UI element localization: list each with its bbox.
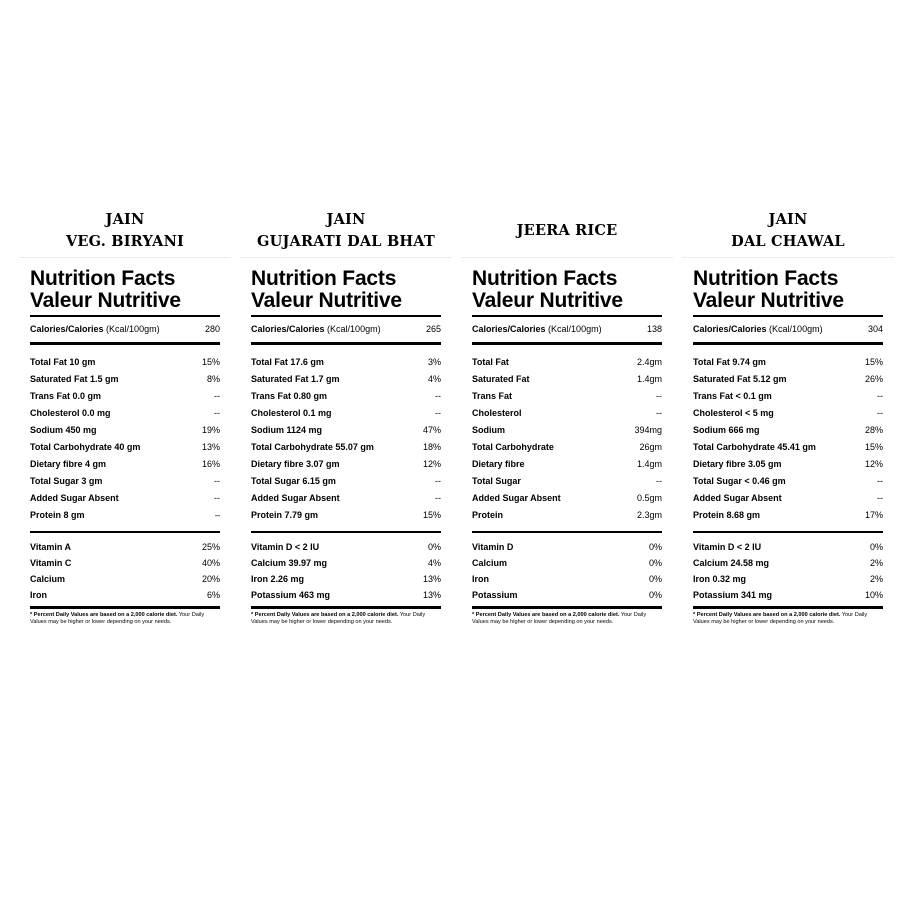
nutrient-name: Protein 8 gm: [30, 509, 85, 520]
footer-rule: [251, 606, 441, 609]
nutrient-name: Sodium: [472, 424, 505, 435]
nutrient-row: [251, 387, 441, 404]
vitamin-value: 25%: [201, 542, 220, 552]
nutrient-name: Cholesterol 0.0 mg: [30, 407, 111, 418]
nutrient-row: [472, 387, 662, 404]
nutrient-row: [693, 506, 883, 523]
nutrient-name: Trans Fat: [472, 390, 513, 401]
nutrient-value: 394mg: [634, 424, 662, 435]
nutrient-value: 17%: [864, 509, 883, 520]
valeur-nutritive-heading: Valeur Nutritive: [251, 289, 402, 312]
product-title: [246, 205, 446, 257]
nutrient-name: Saturated Fat 1.7 gm: [251, 373, 340, 384]
footer-rule: [30, 606, 220, 609]
nutrient-row: [472, 489, 662, 506]
calories-row: [30, 317, 220, 341]
vitamin-name: Potassium 341 mg: [693, 590, 773, 600]
nutrient-row: [30, 506, 220, 523]
nutrient-row: [693, 404, 883, 421]
thick-rule: [30, 342, 220, 345]
nutrient-name: Total Fat 10 gm: [30, 356, 96, 367]
nutrient-name: Total Carbohydrate 40 gm: [30, 441, 141, 452]
nutrient-row: [472, 438, 662, 455]
vitamin-row: [693, 539, 883, 555]
product-title: [25, 205, 225, 257]
nutrient-value: 15%: [201, 356, 220, 367]
calories-label-text: Calories/Calories: [30, 324, 104, 334]
product-title-line: VEG. BIRYANI: [65, 233, 185, 250]
nutrient-value: --: [877, 390, 883, 401]
section-rule: [472, 531, 662, 533]
nutrient-row: [251, 353, 441, 370]
vitamin-value: 0%: [427, 542, 441, 552]
vitamin-value: 0%: [648, 590, 662, 600]
title-divider: [682, 257, 894, 258]
vitamin-row: [693, 587, 883, 603]
vitamin-name: Calcium: [30, 574, 66, 584]
footnote: [472, 612, 662, 625]
nutrient-name: Sodium 450 mg: [30, 424, 97, 435]
calories-row: [251, 317, 441, 341]
nutrition-heading: [693, 268, 883, 312]
calories-label-text: Calories/Calories: [693, 324, 767, 334]
nutrition-label: [467, 268, 667, 625]
nutrient-row: [30, 353, 220, 370]
footnote-lead: * Percent Daily Values are based on a 2,000 calorie diet.: [30, 612, 178, 618]
calories-label-text: Calories/Calories: [251, 324, 325, 334]
nutrition-heading: [30, 268, 220, 312]
nutrient-name: Saturated Fat 1.5 gm: [30, 373, 119, 384]
nutrient-value: --: [877, 407, 883, 418]
footer-rule: [693, 606, 883, 609]
nutrient-row: [251, 404, 441, 421]
nutrient-value: --: [214, 492, 220, 503]
nutrient-value: --: [214, 407, 220, 418]
vitamin-name: Iron 2.26 mg: [251, 574, 305, 584]
nutrient-value: 2.3gm: [636, 509, 662, 520]
footnote-rest: Your Daily Values may be higher or lower depending on your needs.: [693, 612, 868, 625]
vitamin-value: 6%: [206, 590, 220, 600]
nutrient-name: Trans Fat 0.80 gm: [251, 390, 328, 401]
calories-value: 265: [425, 324, 441, 334]
nutrient-value: 2.4gm: [636, 356, 662, 367]
vitamin-row: [693, 571, 883, 587]
nutrient-value: 12%: [864, 458, 883, 469]
nutrient-value: --: [214, 390, 220, 401]
nutrient-value: --: [435, 390, 441, 401]
vitamin-name: Potassium 463 mg: [251, 590, 331, 600]
nutrient-name: Total Sugar: [472, 475, 521, 486]
footnote-rest: Your Daily Values may be higher or lower depending on your needs.: [472, 612, 647, 625]
nutrient-row: [693, 387, 883, 404]
section-rule: [693, 531, 883, 533]
nutrient-value: 18%: [422, 441, 441, 452]
vitamin-value: 20%: [201, 574, 220, 584]
nutrition-facts-heading: Nutrition Facts: [30, 267, 176, 290]
nutrient-value: 15%: [422, 509, 441, 520]
nutrient-row: [693, 438, 883, 455]
vitamin-name: Potassium: [472, 590, 518, 600]
thick-rule: [251, 342, 441, 345]
nutrient-row: [472, 506, 662, 523]
nutrient-value: 1.4gm: [636, 458, 662, 469]
nutrient-row: [472, 455, 662, 472]
nutrient-name: Total Carbohydrate 55.07 gm: [251, 441, 374, 452]
nutrient-value: 13%: [201, 441, 220, 452]
nutrient-name: Added Sugar Absent: [30, 492, 119, 503]
section-rule: [251, 531, 441, 533]
vitamin-value: 10%: [864, 590, 883, 600]
vitamin-name: Vitamin A: [30, 542, 72, 552]
vitamin-row: [472, 539, 662, 555]
footnote-lead: * Percent Daily Values are based on a 2,000 calorie diet.: [251, 612, 399, 618]
nutrient-name: Sodium 666 mg: [693, 424, 760, 435]
calories-label: [693, 324, 823, 334]
nutrient-value: 16%: [201, 458, 220, 469]
vitamin-name: Iron: [472, 574, 489, 584]
calories-unit: (Kcal/100gm): [324, 324, 381, 334]
calories-unit: (Kcal/100gm): [103, 324, 160, 334]
vitamin-row: [251, 587, 441, 603]
nutrient-row: [251, 455, 441, 472]
vitamin-name: Calcium: [472, 558, 508, 568]
nutrient-name: Dietary fibre 4 gm: [30, 458, 107, 469]
nutrient-value: 47%: [422, 424, 441, 435]
vitamin-row: [472, 587, 662, 603]
calories-unit: (Kcal/100gm): [545, 324, 602, 334]
vitamin-name: Iron 0.32 mg: [693, 574, 747, 584]
nutrition-facts-heading: Nutrition Facts: [693, 267, 839, 290]
calories-value: 304: [867, 324, 883, 334]
nutrition-label: [246, 268, 446, 625]
nutrient-row: [30, 370, 220, 387]
footer-rule: [472, 606, 662, 609]
product-title-line: JAIN: [768, 211, 808, 228]
nutrient-name: Protein 8.68 gm: [693, 509, 761, 520]
nutrient-row: [30, 455, 220, 472]
nutrient-row: [30, 489, 220, 506]
nutrition-label: [25, 268, 225, 625]
footnote: [693, 612, 883, 625]
vitamin-row: [251, 555, 441, 571]
nutrient-row: [30, 387, 220, 404]
nutrition-facts-heading: Nutrition Facts: [472, 267, 618, 290]
calories-value: 138: [646, 324, 662, 334]
calories-label-text: Calories/Calories: [472, 324, 546, 334]
vitamin-value: 13%: [422, 590, 441, 600]
nutrient-row: [693, 472, 883, 489]
nutrient-row: [693, 489, 883, 506]
nutrient-name: Trans Fat 0.0 gm: [30, 390, 102, 401]
nutrient-value: 15%: [864, 441, 883, 452]
calories-row: [693, 317, 883, 341]
nutrient-value: --: [435, 492, 441, 503]
nutrition-panel: [246, 205, 446, 625]
vitamin-name: Vitamin C: [30, 558, 72, 568]
footnote-lead: * Percent Daily Values are based on a 2,000 calorie diet.: [472, 612, 620, 618]
vitamin-name: Vitamin D < 2 IU: [251, 542, 320, 552]
nutrient-value: 28%: [864, 424, 883, 435]
nutrient-value: 19%: [201, 424, 220, 435]
nutrient-row: [472, 353, 662, 370]
section-rule: [30, 531, 220, 533]
vitamin-row: [30, 555, 220, 571]
nutrition-facts-heading: Nutrition Facts: [251, 267, 397, 290]
vitamin-name: Calcium 39.97 mg: [251, 558, 328, 568]
nutrient-name: Saturated Fat 5.12 gm: [693, 373, 787, 384]
vitamin-value: 0%: [648, 574, 662, 584]
nutrient-name: Cholesterol: [472, 407, 522, 418]
nutrient-name: Total Carbohydrate: [472, 441, 554, 452]
nutrient-row: [251, 421, 441, 438]
vitamin-row: [251, 539, 441, 555]
nutrient-name: Dietary fibre 3.07 gm: [251, 458, 340, 469]
nutrient-name: Protein 7.79 gm: [251, 509, 319, 520]
calories-value: 280: [204, 324, 220, 334]
nutrient-value: --: [656, 390, 662, 401]
nutrient-value: 3%: [427, 356, 441, 367]
nutrient-name: Added Sugar Absent: [693, 492, 782, 503]
vitamin-value: 2%: [869, 558, 883, 568]
nutrient-value: --: [877, 492, 883, 503]
footnote-lead: * Percent Daily Values are based on a 2,000 calorie diet.: [693, 612, 841, 618]
vitamin-value: 4%: [427, 558, 441, 568]
nutrient-value: 26gm: [639, 441, 662, 452]
nutrient-name: Dietary fibre: [472, 458, 525, 469]
nutrient-name: Total Fat 9.74 gm: [693, 356, 766, 367]
nutrient-row: [251, 506, 441, 523]
vitamin-row: [472, 555, 662, 571]
nutrient-name: Sodium 1124 mg: [251, 424, 323, 435]
nutrient-name: Saturated Fat: [472, 373, 530, 384]
nutrient-name: Dietary fibre 3.05 gm: [693, 458, 782, 469]
nutrient-name: Total Sugar 6.15 gm: [251, 475, 336, 486]
title-divider: [19, 257, 231, 258]
nutrient-row: [251, 472, 441, 489]
nutrient-row: [30, 404, 220, 421]
thick-rule: [693, 342, 883, 345]
nutrient-value: --: [877, 475, 883, 486]
nutrient-value: –: [214, 509, 220, 520]
nutrient-name: Total Fat 17.6 gm: [251, 356, 324, 367]
nutrient-value: 0.5gm: [636, 492, 662, 503]
nutrient-value: --: [214, 475, 220, 486]
product-title-line: DAL CHAWAL: [731, 233, 845, 250]
vitamin-value: 0%: [648, 558, 662, 568]
product-title-line: JAIN: [326, 211, 366, 228]
nutrient-value: 8%: [206, 373, 220, 384]
product-title-line: GUJARATI DAL BHAT: [257, 233, 435, 250]
nutrient-name: Total Sugar 3 gm: [30, 475, 103, 486]
vitamin-name: Vitamin D < 2 IU: [693, 542, 762, 552]
vitamin-row: [30, 539, 220, 555]
vitamin-row: [251, 571, 441, 587]
nutrient-row: [693, 353, 883, 370]
nutrient-name: Cholesterol 0.1 mg: [251, 407, 332, 418]
calories-label: [472, 324, 602, 334]
vitamin-value: 2%: [869, 574, 883, 584]
nutrient-row: [30, 421, 220, 438]
vitamin-name: Calcium 24.58 mg: [693, 558, 770, 568]
product-title-line: JAIN: [105, 211, 145, 228]
vitamin-row: [693, 555, 883, 571]
vitamin-value: 40%: [201, 558, 220, 568]
vitamin-value: 0%: [648, 542, 662, 552]
nutrient-name: Added Sugar Absent: [251, 492, 340, 503]
valeur-nutritive-heading: Valeur Nutritive: [30, 289, 181, 312]
nutrient-row: [251, 370, 441, 387]
footnote: [30, 612, 220, 625]
calories-label: [251, 324, 381, 334]
thick-rule: [472, 342, 662, 345]
title-divider: [240, 257, 452, 258]
nutrient-name: Added Sugar Absent: [472, 492, 561, 503]
title-divider: [461, 257, 673, 258]
nutrition-panel: [467, 205, 667, 625]
nutrient-value: --: [656, 407, 662, 418]
nutrition-panel: [25, 205, 225, 625]
nutrient-name: Protein: [472, 509, 504, 520]
nutrient-row: [251, 438, 441, 455]
footnote: [251, 612, 441, 625]
nutrient-row: [472, 421, 662, 438]
nutrition-panel: [688, 205, 888, 625]
valeur-nutritive-heading: Valeur Nutritive: [693, 289, 844, 312]
nutrient-row: [472, 404, 662, 421]
nutrient-name: Total Fat: [472, 356, 509, 367]
nutrient-row: [693, 421, 883, 438]
nutrition-heading: [472, 268, 662, 312]
nutrient-row: [472, 472, 662, 489]
vitamin-name: Vitamin D: [472, 542, 514, 552]
nutrient-value: 12%: [422, 458, 441, 469]
nutrient-name: Total Carbohydrate 45.41 gm: [693, 441, 816, 452]
nutrient-row: [30, 438, 220, 455]
vitamin-row: [472, 571, 662, 587]
vitamin-row: [30, 587, 220, 603]
calories-row: [472, 317, 662, 341]
nutrient-name: Trans Fat < 0.1 gm: [693, 390, 772, 401]
valeur-nutritive-heading: Valeur Nutritive: [472, 289, 623, 312]
calories-label: [30, 324, 160, 334]
vitamin-name: Iron: [30, 590, 47, 600]
nutrient-row: [693, 370, 883, 387]
nutrient-row: [693, 455, 883, 472]
calories-unit: (Kcal/100gm): [766, 324, 823, 334]
nutrient-name: Total Sugar < 0.46 gm: [693, 475, 786, 486]
nutrient-value: --: [435, 407, 441, 418]
vitamin-value: 0%: [869, 542, 883, 552]
nutrient-value: --: [656, 475, 662, 486]
vitamin-row: [30, 571, 220, 587]
nutrient-row: [472, 370, 662, 387]
product-title: [467, 205, 667, 257]
nutrient-value: 15%: [864, 356, 883, 367]
vitamin-value: 13%: [422, 574, 441, 584]
nutrient-name: Cholesterol < 5 mg: [693, 407, 774, 418]
nutrient-row: [251, 489, 441, 506]
nutrient-value: 4%: [427, 373, 441, 384]
footnote-rest: Your Daily Values may be higher or lower depending on your needs.: [251, 612, 426, 625]
nutrient-value: 26%: [864, 373, 883, 384]
product-title-line: JEERA RICE: [516, 222, 618, 239]
nutrient-row: [30, 472, 220, 489]
footnote-rest: Your Daily Values may be higher or lower depending on your needs.: [30, 612, 205, 625]
nutrient-value: 1.4gm: [636, 373, 662, 384]
nutrient-value: --: [435, 475, 441, 486]
nutrition-heading: [251, 268, 441, 312]
nutrition-label: [688, 268, 888, 625]
product-title: [688, 205, 888, 257]
